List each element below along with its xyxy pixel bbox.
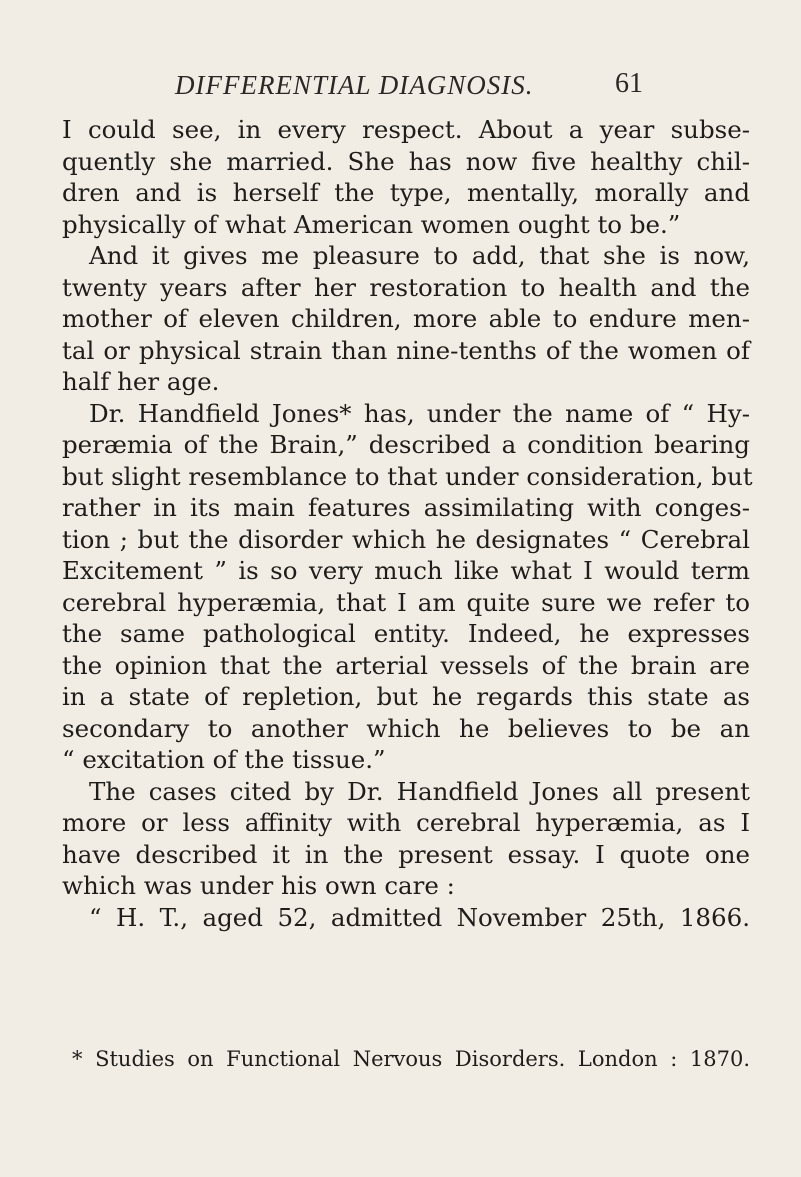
text-line: peræmia of the Brain,” described a condition bearing [62,430,750,459]
text-line: more or less affinity with cerebral hyperæmia, as I [62,808,750,837]
text-line: dren and is herself the type, mentally, morally and [62,178,750,207]
text-line: the opinion that the arterial vessels of the brain are [62,650,750,680]
text-line: quently she married. She has now five healthy chil- [62,146,750,176]
text-line: twenty years after her restoration to health and the [62,272,750,302]
running-title: DIFFERENTIAL DIAGNOSIS. [175,70,534,100]
page-number: 61 [615,68,643,99]
text-line: which was under his own care : [62,871,455,900]
text-line: Dr. Handfield Jones* has, under the name of “ Hy- [89,398,750,428]
text-line: rather in its main features assimilating with conges- [62,493,750,522]
text-line: “ H. T., aged 52, admitted November 25th, 1866. [89,902,750,932]
text-line: “ excitation of the tissue.” [62,745,386,774]
text-line: secondary to another which he believes to be an [62,713,750,743]
text-line: but slight resemblance to that under consideration, but [62,461,753,491]
text-line: the same pathological entity. Indeed, he expresses [62,619,750,648]
text-line: have described it in the present essay. I quote one [62,839,750,869]
text-line: tion ; but the disorder which he designates “ Cerebral [62,524,750,554]
text-line: The cases cited by Dr. Handfield Jones all present [89,776,750,806]
text-line: physically of what American women ought to be.” [62,209,681,239]
text-line: And it gives me pleasure to add, that she is now, [89,241,750,270]
text-line: Excitement ” is so very much like what I would term [62,556,750,585]
footnote: * Studies on Functional Nervous Disorders. London : 1870. [72,1047,750,1071]
text-line: mother of eleven children, more able to endure men- [62,304,750,333]
text-line: in a state of repletion, but he regards this state as [62,682,750,711]
body-text [62,114,753,933]
text-line: I could see, in every respect. About a year subse- [62,115,750,144]
text-line: half her age. [62,367,220,396]
text-line: cerebral hyperæmia, that I am quite sure we refer to [62,587,750,617]
text-line: tal or physical strain than nine-tenths of the women of [62,335,750,365]
